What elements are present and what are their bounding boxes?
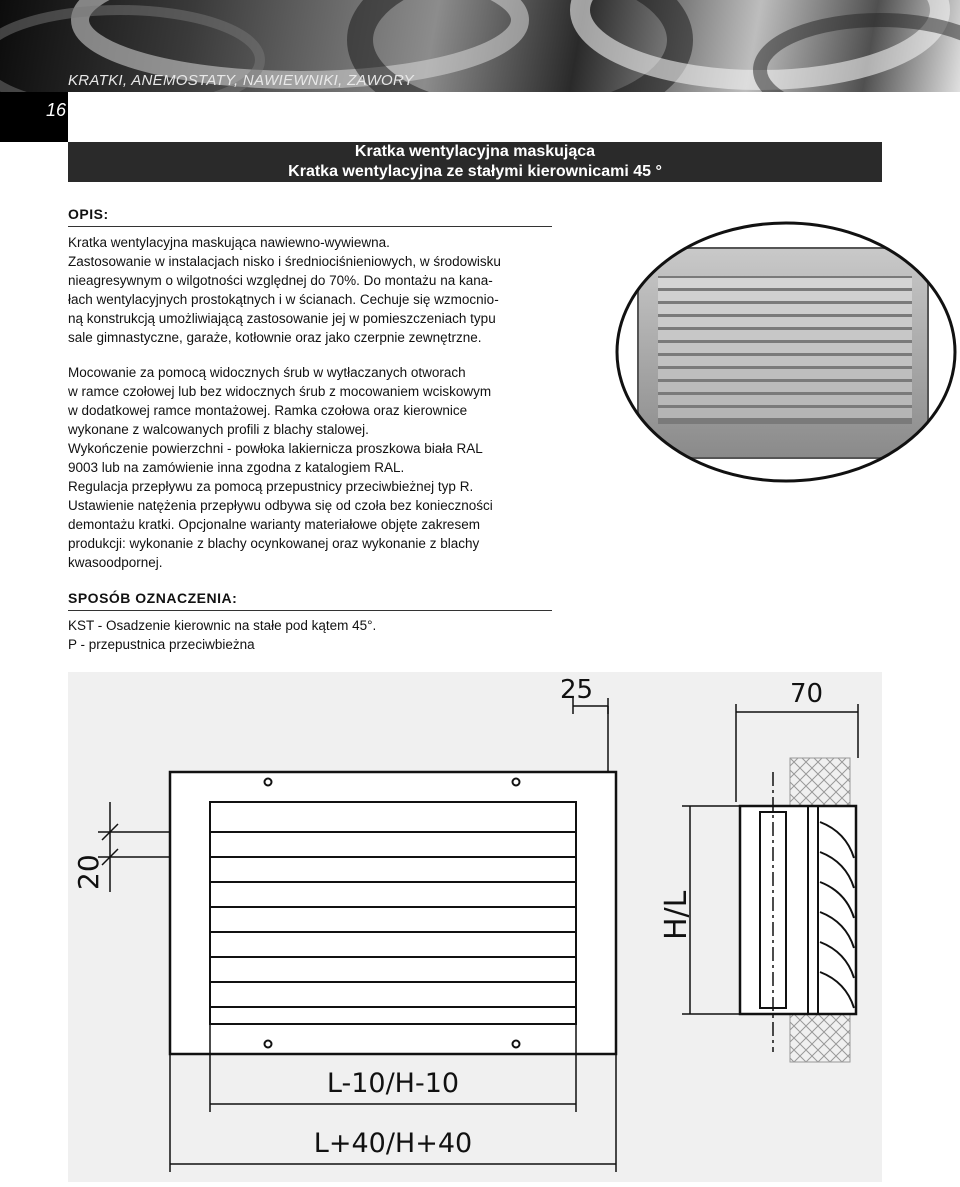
dim-inner-label: L-10/H-10 bbox=[326, 1068, 460, 1099]
technical-drawing bbox=[68, 672, 882, 1182]
dim-25-label: 25 bbox=[560, 675, 594, 705]
dim-outer-label: L+40/H+40 bbox=[313, 1128, 473, 1159]
text-line: wykonane z walcowanych profili z blachy stalowej. bbox=[68, 422, 369, 437]
oznaczenia-list bbox=[68, 616, 568, 654]
text-line: ną konstrukcją umożliwiającą zastosowanie jej w pomieszczeniach typu bbox=[68, 311, 496, 326]
text-line: w dodatkowej ramce montażowej. Ramka czołowa oraz kierownice bbox=[68, 403, 468, 418]
dim-70-label: 70 bbox=[790, 679, 824, 709]
text-line: w ramce czołowej lub bez widocznych śrub z mocowaniem wciskowym bbox=[68, 384, 492, 399]
opis-rule bbox=[68, 226, 552, 227]
oznaczenia-rule bbox=[68, 610, 552, 611]
text-line: 9003 lub na zamówienie inna zgodna z katalogiem RAL. bbox=[68, 460, 405, 475]
header-banner bbox=[0, 0, 960, 92]
product-title-bar bbox=[68, 142, 882, 182]
dim-20-label: 20 bbox=[72, 854, 105, 890]
text-line: Regulacja przepływu za pomocą przepustnicy przeciwbieżnej typ R. bbox=[68, 479, 474, 494]
opis-heading: OPIS: bbox=[68, 206, 109, 222]
text-line: P - przepustnica przeciwbieżna bbox=[68, 637, 255, 652]
dim-hl-label: H/L bbox=[659, 890, 694, 940]
product-title-line1: Kratka wentylacyjna maskująca bbox=[354, 143, 596, 160]
text-line: nieagresywnym o wilgotności względnej do 70%. Do montażu na kana- bbox=[68, 273, 493, 288]
text-line: KST - Osadzenie kierownic na stałe pod kątem 45°. bbox=[68, 618, 377, 633]
side-view bbox=[740, 758, 856, 1062]
dimension-20 bbox=[98, 802, 170, 892]
oznaczenia-heading: SPOSÓB OZNACZENIA: bbox=[68, 590, 238, 606]
product-title-line2: Kratka wentylacyjna ze stałymi kierownicami 45 ° bbox=[288, 163, 662, 180]
text-line: demontażu kratki. Opcjonalne warianty materiałowe objęte zakresem bbox=[68, 517, 480, 532]
text-line: Wykończenie powierzchni - powłoka lakiernicza proszkowa biała RAL bbox=[68, 441, 483, 456]
text-line: sale gimnastyczne, garaże, kotłownie oraz jako czerpnie zewnętrzne. bbox=[68, 330, 482, 345]
text-line: produkcji: wykonanie z blachy ocynkowanej oraz wykonanie z blachy bbox=[68, 536, 480, 551]
text-line: Zastosowanie w instalacjach nisko i średniociśnieniowych, w środowisku bbox=[68, 254, 501, 269]
opis-paragraph-1 bbox=[68, 233, 568, 347]
text-line: Kratka wentylacyjna maskująca nawiewno-wywiewna. bbox=[68, 235, 390, 250]
page-number: 16 bbox=[45, 100, 66, 120]
text-line: kwasoodpornej. bbox=[68, 555, 163, 570]
text-line: Ustawienie natężenia przepływu odbywa się od czoła bez konieczności bbox=[68, 498, 493, 513]
product-photo bbox=[614, 220, 958, 484]
opis-paragraph-2 bbox=[68, 363, 568, 572]
section-title: KRATKI, ANEMOSTATY, NAWIEWNIKI, ZAWORY bbox=[68, 72, 414, 89]
text-line: łach wentylacyjnych prostokątnych i w ścianach. Cechuje się wzmocnio- bbox=[68, 292, 499, 307]
text-line: Mocowanie za pomocą widocznych śrub w wytłaczanych otworach bbox=[68, 365, 466, 380]
